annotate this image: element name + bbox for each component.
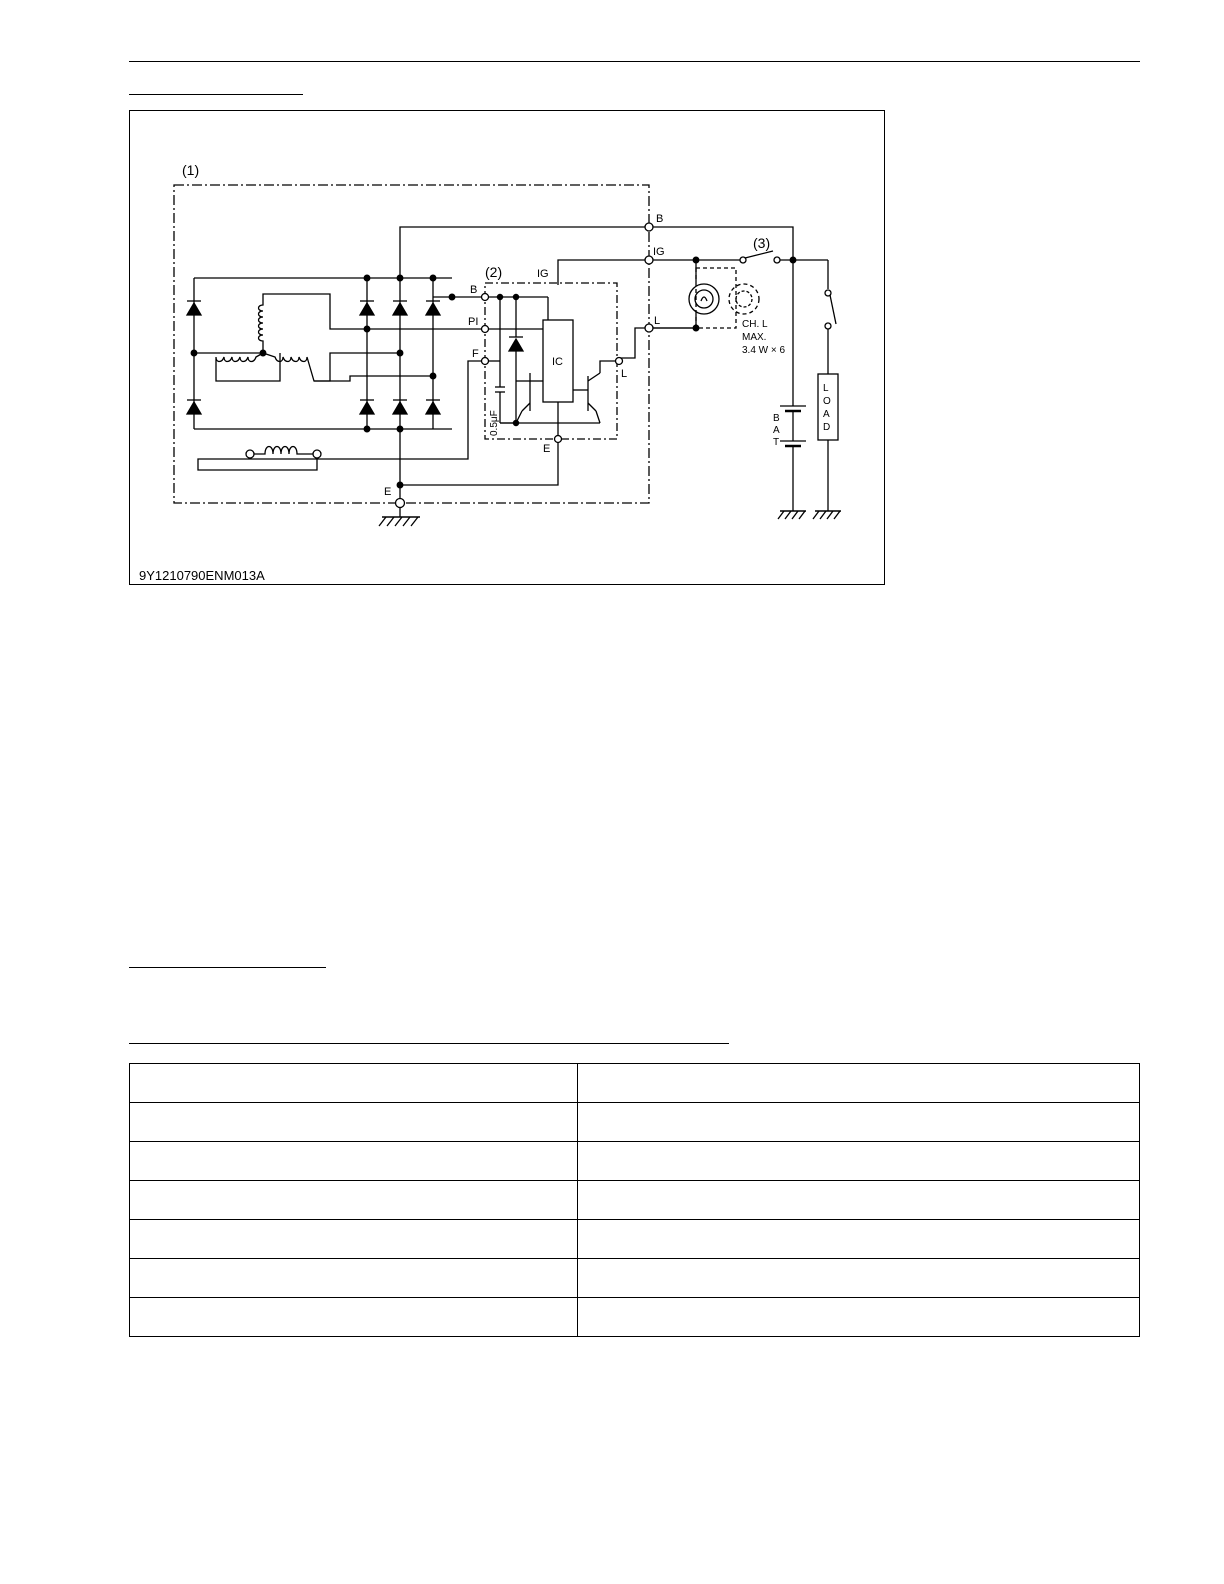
load-label-4: D <box>823 422 831 433</box>
callout-3: (3) <box>753 235 771 251</box>
reg-terminal-e <box>555 436 562 443</box>
load-label-1: L <box>823 383 829 394</box>
reg-terminal-pi <box>482 326 489 333</box>
charging-circuit-diagram <box>130 111 886 586</box>
lamp-label-3: 3.4 W × 6 <box>742 345 786 356</box>
spec-table <box>129 1063 1140 1337</box>
table-cell <box>130 1103 578 1142</box>
alternator-boundary <box>174 185 649 503</box>
label-b: B <box>656 213 664 225</box>
label-reg-e: E <box>543 443 551 455</box>
stator-winding-a <box>259 294 368 353</box>
battery-label-2: A <box>773 425 780 436</box>
table-cell <box>130 1142 578 1181</box>
terminal-l <box>645 324 653 332</box>
terminal-ig <box>645 256 653 264</box>
reg-terminal-b <box>482 294 489 301</box>
additional-lamp <box>729 284 759 314</box>
table-row <box>130 1298 1140 1337</box>
rotor-field-coil <box>254 447 313 455</box>
load-switch-contact-b <box>825 323 831 329</box>
figure-code: 9Y1210790ENM013A <box>139 568 265 583</box>
label-l: L <box>654 315 661 327</box>
header-rule <box>129 61 1140 62</box>
callout-1: (1) <box>182 162 200 178</box>
table-cell <box>578 1181 1140 1220</box>
label-reg-ig: IG <box>537 268 549 280</box>
table-cell <box>130 1181 578 1220</box>
subsection-heading-underline <box>129 967 326 968</box>
label-reg-l: L <box>621 368 628 380</box>
label-reg-b: B <box>470 284 478 296</box>
table-cell <box>578 1142 1140 1181</box>
battery-label-1: B <box>773 413 780 424</box>
key-switch-contact-b <box>774 257 780 263</box>
table-cell <box>130 1064 578 1103</box>
table-cell <box>578 1298 1140 1337</box>
table-cell <box>578 1259 1140 1298</box>
load-label-2: O <box>823 396 831 407</box>
table-cell <box>130 1298 578 1337</box>
stator-winding-c <box>263 353 400 381</box>
table-row <box>130 1142 1140 1181</box>
label-pi: PI <box>468 316 479 328</box>
table-cell <box>130 1220 578 1259</box>
section-heading-underline <box>129 94 303 95</box>
table-row <box>130 1064 1140 1103</box>
lamp-label-1: CH. L <box>742 319 768 330</box>
load-label-3: A <box>823 409 830 420</box>
table-cell <box>578 1103 1140 1142</box>
label-ig: IG <box>653 246 665 258</box>
label-ic: IC <box>552 356 563 368</box>
table-row <box>130 1259 1140 1298</box>
table-cell <box>130 1259 578 1298</box>
callout-2: (2) <box>485 264 503 280</box>
battery-label-3: T <box>773 437 780 448</box>
charge-lamp <box>689 284 719 314</box>
table-row <box>130 1103 1140 1142</box>
stator-winding-b <box>216 353 280 381</box>
terminal-e <box>396 499 405 508</box>
table-cell <box>578 1064 1140 1103</box>
label-e: E <box>384 486 392 498</box>
reg-terminal-f <box>482 358 489 365</box>
label-capacitor: 0.5μF <box>489 410 500 436</box>
charging-circuit-figure <box>129 110 885 585</box>
label-f: F <box>472 348 479 360</box>
table-caption-underline <box>129 1043 729 1044</box>
reg-terminal-l <box>616 358 623 365</box>
table-row <box>130 1220 1140 1259</box>
table-cell <box>578 1220 1140 1259</box>
lamp-label-2: MAX. <box>742 332 767 343</box>
table-row <box>130 1181 1140 1220</box>
terminal-b <box>645 223 653 231</box>
